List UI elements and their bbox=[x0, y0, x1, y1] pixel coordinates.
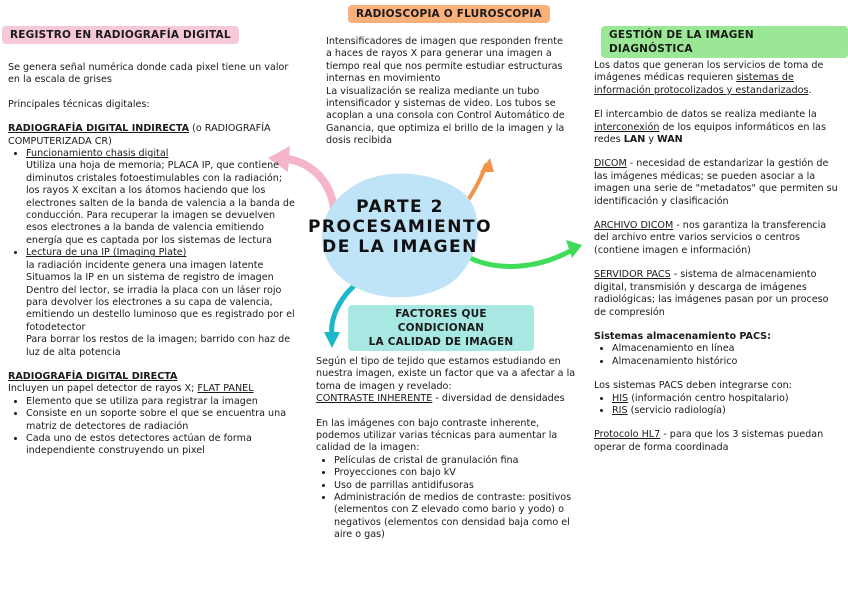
right-archivo bbox=[594, 220, 839, 257]
right-column bbox=[594, 60, 839, 454]
contraste-line bbox=[316, 393, 578, 405]
hl7-title: Protocolo HL7 bbox=[594, 429, 661, 441]
title-line-2: PROCESAMIENTO bbox=[307, 217, 493, 237]
header-gestion: GESTIÓN DE LA IMAGEN DIAGNÓSTICA bbox=[601, 26, 848, 58]
right-hl7 bbox=[594, 429, 839, 454]
item2-body4: Para borrar los restos de la imagen; barrido con haz de luz de alta potencia bbox=[26, 334, 291, 358]
right-p2-u: interconexión bbox=[594, 121, 660, 133]
indirecta-list bbox=[8, 148, 298, 359]
factores-list bbox=[316, 455, 578, 542]
directa-intro-line bbox=[8, 383, 298, 395]
ris-body: (servicio radiología) bbox=[627, 404, 726, 416]
integrar-text: Los sistemas PACS deben integrarse con: bbox=[594, 380, 792, 392]
left-principales: Principales técnicas digitales: bbox=[8, 98, 150, 110]
list-item: • Administración de medios de contraste: positivos (elementos con Z elevado como bario y yodo) o negativos (elementos con densidad baja como el aire o gas) bbox=[334, 492, 578, 542]
radioscopia-p2: La visualización se realiza mediante un tubo intensificador y sistemas de video. Los tubos se acoplan a una consola con Control Automático de Ganancia, que optimiza el brillo de la imagen y la dosis recibida bbox=[326, 85, 565, 147]
right-p2-a: El intercambio de datos se realiza mediante la bbox=[594, 109, 817, 121]
indirecta-title: RADIOGRAFÍA DIGITAL INDIRECTA bbox=[8, 123, 190, 135]
directa-list bbox=[8, 396, 298, 458]
factores-text bbox=[316, 356, 578, 542]
dicom-title: DICOM bbox=[594, 158, 627, 170]
header-factores-line1: FACTORES QUE CONDICIONAN bbox=[395, 308, 487, 334]
item2-body3: Dentro del lector, se irradia la placa con un láser rojo para devolver los electrones a su capa de valencia, emitiendo un destello luminoso que es registrado por el fotodetector bbox=[26, 284, 295, 333]
title-line-1: PARTE 2 bbox=[356, 197, 444, 217]
ris-title: RIS bbox=[612, 404, 628, 416]
right-dicom bbox=[594, 158, 839, 208]
sist-list bbox=[594, 343, 839, 368]
indirecta-heading bbox=[8, 123, 298, 148]
list-item: • Consiste en un soporte sobre el que se encuentra una matriz de detectores de radiación bbox=[26, 408, 298, 433]
item2-title: Lectura de una IP (Imaging Plate) bbox=[26, 247, 187, 259]
sist-title: Sistemas almacenamiento PACS: bbox=[594, 330, 771, 342]
left-column bbox=[8, 62, 298, 458]
indirecta-sub: (o RADIOGRAFÍA COMPUTERIZADA CR) bbox=[8, 123, 271, 147]
directa-title: RADIOGRAFÍA DIGITAL DIRECTA bbox=[8, 370, 178, 382]
radioscopia-text bbox=[326, 36, 566, 148]
directa-intro: Incluyen un papel detector de rayos X; bbox=[8, 383, 198, 395]
hl7-body: - para que los 3 sistemas puedan operar de forma coordinada bbox=[594, 429, 824, 453]
right-p1-u: sistemas de información protocolizados y estandarizados bbox=[594, 72, 809, 96]
list-item: • Uso de parrillas antidifusoras bbox=[334, 480, 578, 492]
right-p2 bbox=[594, 109, 839, 146]
list-item: • Cada uno de estos detectores actúan de forma independiente construyendo un pixel bbox=[26, 433, 298, 458]
item1-body: Utiliza una hoja de memoria; PLACA IP, que contiene diminutos cristales fotoestimulables con la radiación; los rayos X excitan a los átomos haciendo que los electrones salten de la banda de valencia a la banda de conducción. Para recuperar la imagen se devuelven esos electrones a la banda de valencia emitiendo energía que es captada por los sistemas de lectura bbox=[26, 160, 295, 246]
header-factores-line2: LA CALIDAD DE IMAGEN bbox=[368, 336, 514, 348]
list-item bbox=[26, 247, 298, 359]
green-arrowhead bbox=[566, 240, 582, 258]
archivo-title: ARCHIVO DICOM bbox=[594, 220, 674, 232]
right-p2-y: y bbox=[645, 134, 658, 146]
item2-body2: Situamos la IP en un sistema de registro de imagen bbox=[26, 272, 274, 284]
list-item bbox=[612, 393, 839, 405]
right-pacs bbox=[594, 269, 839, 319]
title-line-3: DE LA IMAGEN bbox=[322, 237, 478, 257]
list-item: • Proyecciones con bajo kV bbox=[334, 467, 578, 479]
item1-title: Funcionamiento chasis digital bbox=[26, 148, 169, 160]
header-registro: REGISTRO EN RADIOGRAFÍA DIGITAL bbox=[2, 26, 239, 44]
pacs-title: SERVIDOR PACS bbox=[594, 269, 671, 281]
directa-flat: FLAT PANEL bbox=[197, 383, 254, 395]
list-item bbox=[26, 148, 298, 247]
right-p2-b: de los equipos informáticos en las redes bbox=[594, 121, 827, 146]
his-title: HIS bbox=[612, 392, 629, 404]
list-item: • Almacenamiento histórico bbox=[612, 356, 839, 368]
right-p2-wan: WAN bbox=[657, 134, 683, 146]
header-radioscopia: RADIOSCOPIA O FLUROSCOPIA bbox=[348, 5, 550, 23]
contraste-rest: - diversidad de densidades bbox=[432, 393, 565, 405]
archivo-body: - nos garantiza la transferencia del archivo entre varios servicios o centros (contiene imagen e información) bbox=[594, 220, 827, 256]
right-p2-lan: LAN bbox=[623, 134, 646, 146]
dicom-body: - necesidad de estandarizar la gestión de las imágenes médicas; se pueden asociar a la imagen una serie de "metadatos" que permiten su identificación y clasificación bbox=[594, 158, 838, 207]
header-factores bbox=[348, 305, 534, 351]
factores-p2: En las imágenes con bajo contraste inherente, podemos utilizar varias técnicas para aumentar la calidad de la imagen: bbox=[316, 417, 558, 454]
teal-arrowhead bbox=[324, 332, 340, 348]
list-item: • Almacenamiento en línea bbox=[612, 343, 839, 355]
right-p1-a: Los datos que generan los servicios de toma de imágenes médicas requieren bbox=[594, 60, 824, 84]
radioscopia-p1: Intensificadores de imagen que responden frente a haces de rayos X para generar una imagen a tiempo real que nos permite estudiar estructuras internas en movimiento bbox=[326, 36, 563, 85]
right-p1 bbox=[594, 60, 839, 97]
list-item bbox=[612, 405, 839, 417]
integrar-list bbox=[594, 393, 839, 418]
right-p1-b: . bbox=[808, 84, 812, 96]
his-body: (información centro hospitalario) bbox=[628, 392, 789, 404]
factores-p1: Según el tipo de tejido que estamos estudiando en nuestra imagen, existe un factor que va a afectar a la toma de imagen y revelado: bbox=[316, 356, 576, 392]
item2-body1: la radiación incidente genera una imagen latente bbox=[26, 259, 264, 271]
pacs-body: - sistema de almacenamiento digital, transmisión y descarga de imágenes radiológicas; las imágenes pasan por un proceso de compresión bbox=[594, 269, 829, 318]
contraste-title: CONTRASTE INHERENTE bbox=[316, 393, 433, 405]
list-item: • Elemento que se utiliza para registrar la imagen bbox=[26, 396, 298, 408]
main-title bbox=[300, 197, 500, 257]
list-item: • Películas de cristal de granulación fina bbox=[334, 455, 578, 467]
left-intro: Se genera señal numérica donde cada pixel tiene un valor en la escala de grises bbox=[8, 62, 289, 86]
